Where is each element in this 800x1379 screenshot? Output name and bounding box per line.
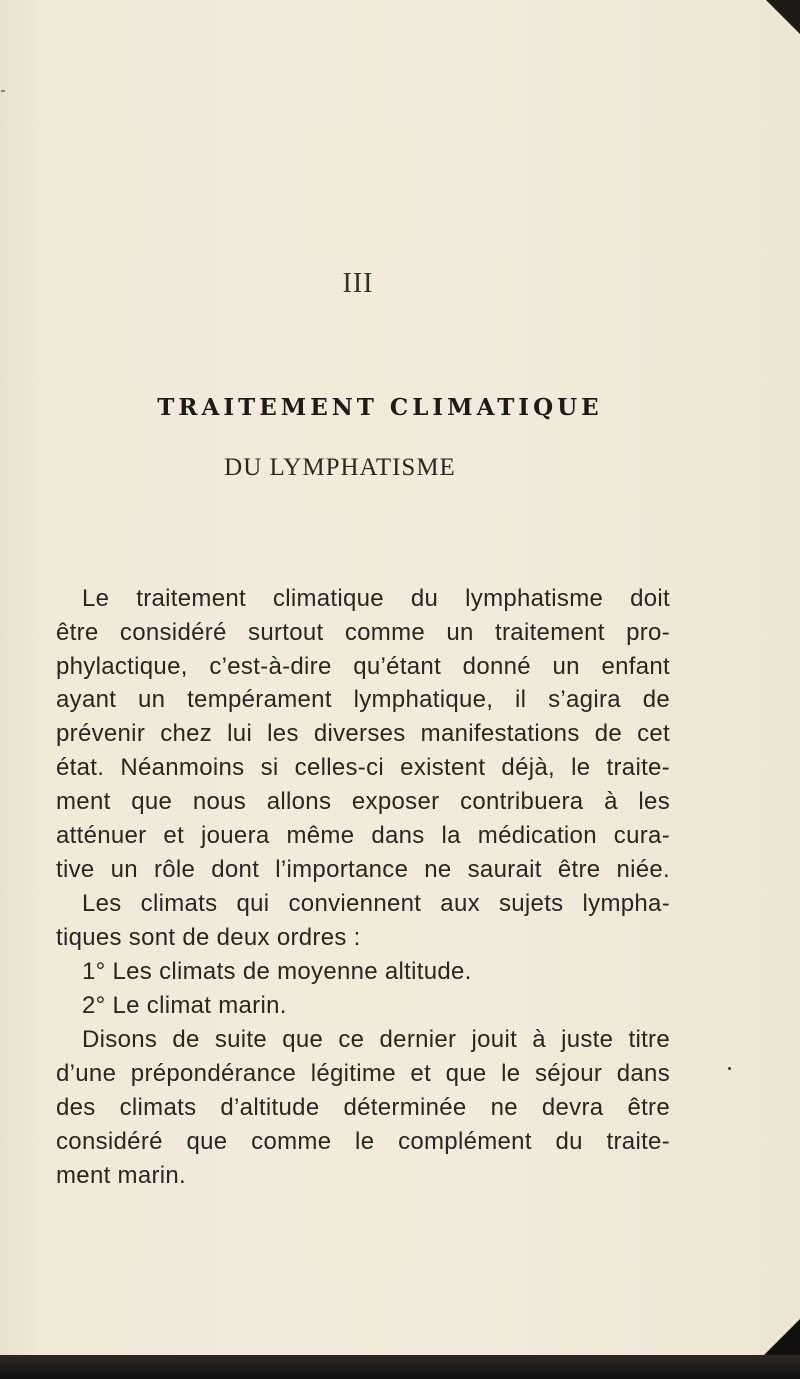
text-line: prévenir chez lui les diverses manifestations de cet — [56, 720, 670, 747]
text-line: phylactique, c’est-à-dire qu’étant donné un enfant — [56, 653, 670, 680]
text-line: d’une prépondérance légitime et que le séjour dans — [56, 1060, 670, 1087]
chapter-title: TRAITEMENT CLIMATIQUE — [157, 394, 603, 421]
text-line: Le traitement climatique du lymphatisme doit — [82, 585, 670, 612]
chapter-subtitle: DU LYMPHATISME — [224, 454, 456, 481]
text-line: ayant un tempérament lymphatique, il s’agira de — [56, 686, 670, 713]
text-line: ment marin. — [56, 1162, 187, 1189]
chapter-number: III — [342, 268, 374, 299]
text-line: tiques sont de deux ordres : — [56, 924, 361, 951]
page-bottom-edge — [0, 1355, 800, 1379]
text-line: tive un rôle dont l’importance ne saurait être niée. — [56, 856, 670, 883]
text-line: Les climats qui conviennent aux sujets lympha- — [82, 890, 670, 917]
text-line: état. Néanmoins si celles-ci existent déjà, le traite- — [56, 754, 670, 781]
page-mark — [1, 90, 5, 92]
text-line: 1° Les climats de moyenne altitude. — [82, 958, 472, 985]
text-line: Disons de suite que ce dernier jouit à juste titre — [82, 1026, 670, 1053]
text-line: des climats d’altitude déterminée ne devra être — [56, 1094, 670, 1121]
text-line: considéré que comme le complément du traite- — [56, 1128, 670, 1155]
text-line: 2° Le climat marin. — [82, 992, 287, 1019]
text-line: ment que nous allons exposer contribuera à les — [56, 788, 670, 815]
text-line: atténuer et jouera même dans la médication cura- — [56, 822, 670, 849]
text-line: être considéré surtout comme un traitement pro- — [56, 619, 670, 646]
ink-dot — [728, 1067, 731, 1070]
page-corner-fold — [766, 0, 800, 34]
